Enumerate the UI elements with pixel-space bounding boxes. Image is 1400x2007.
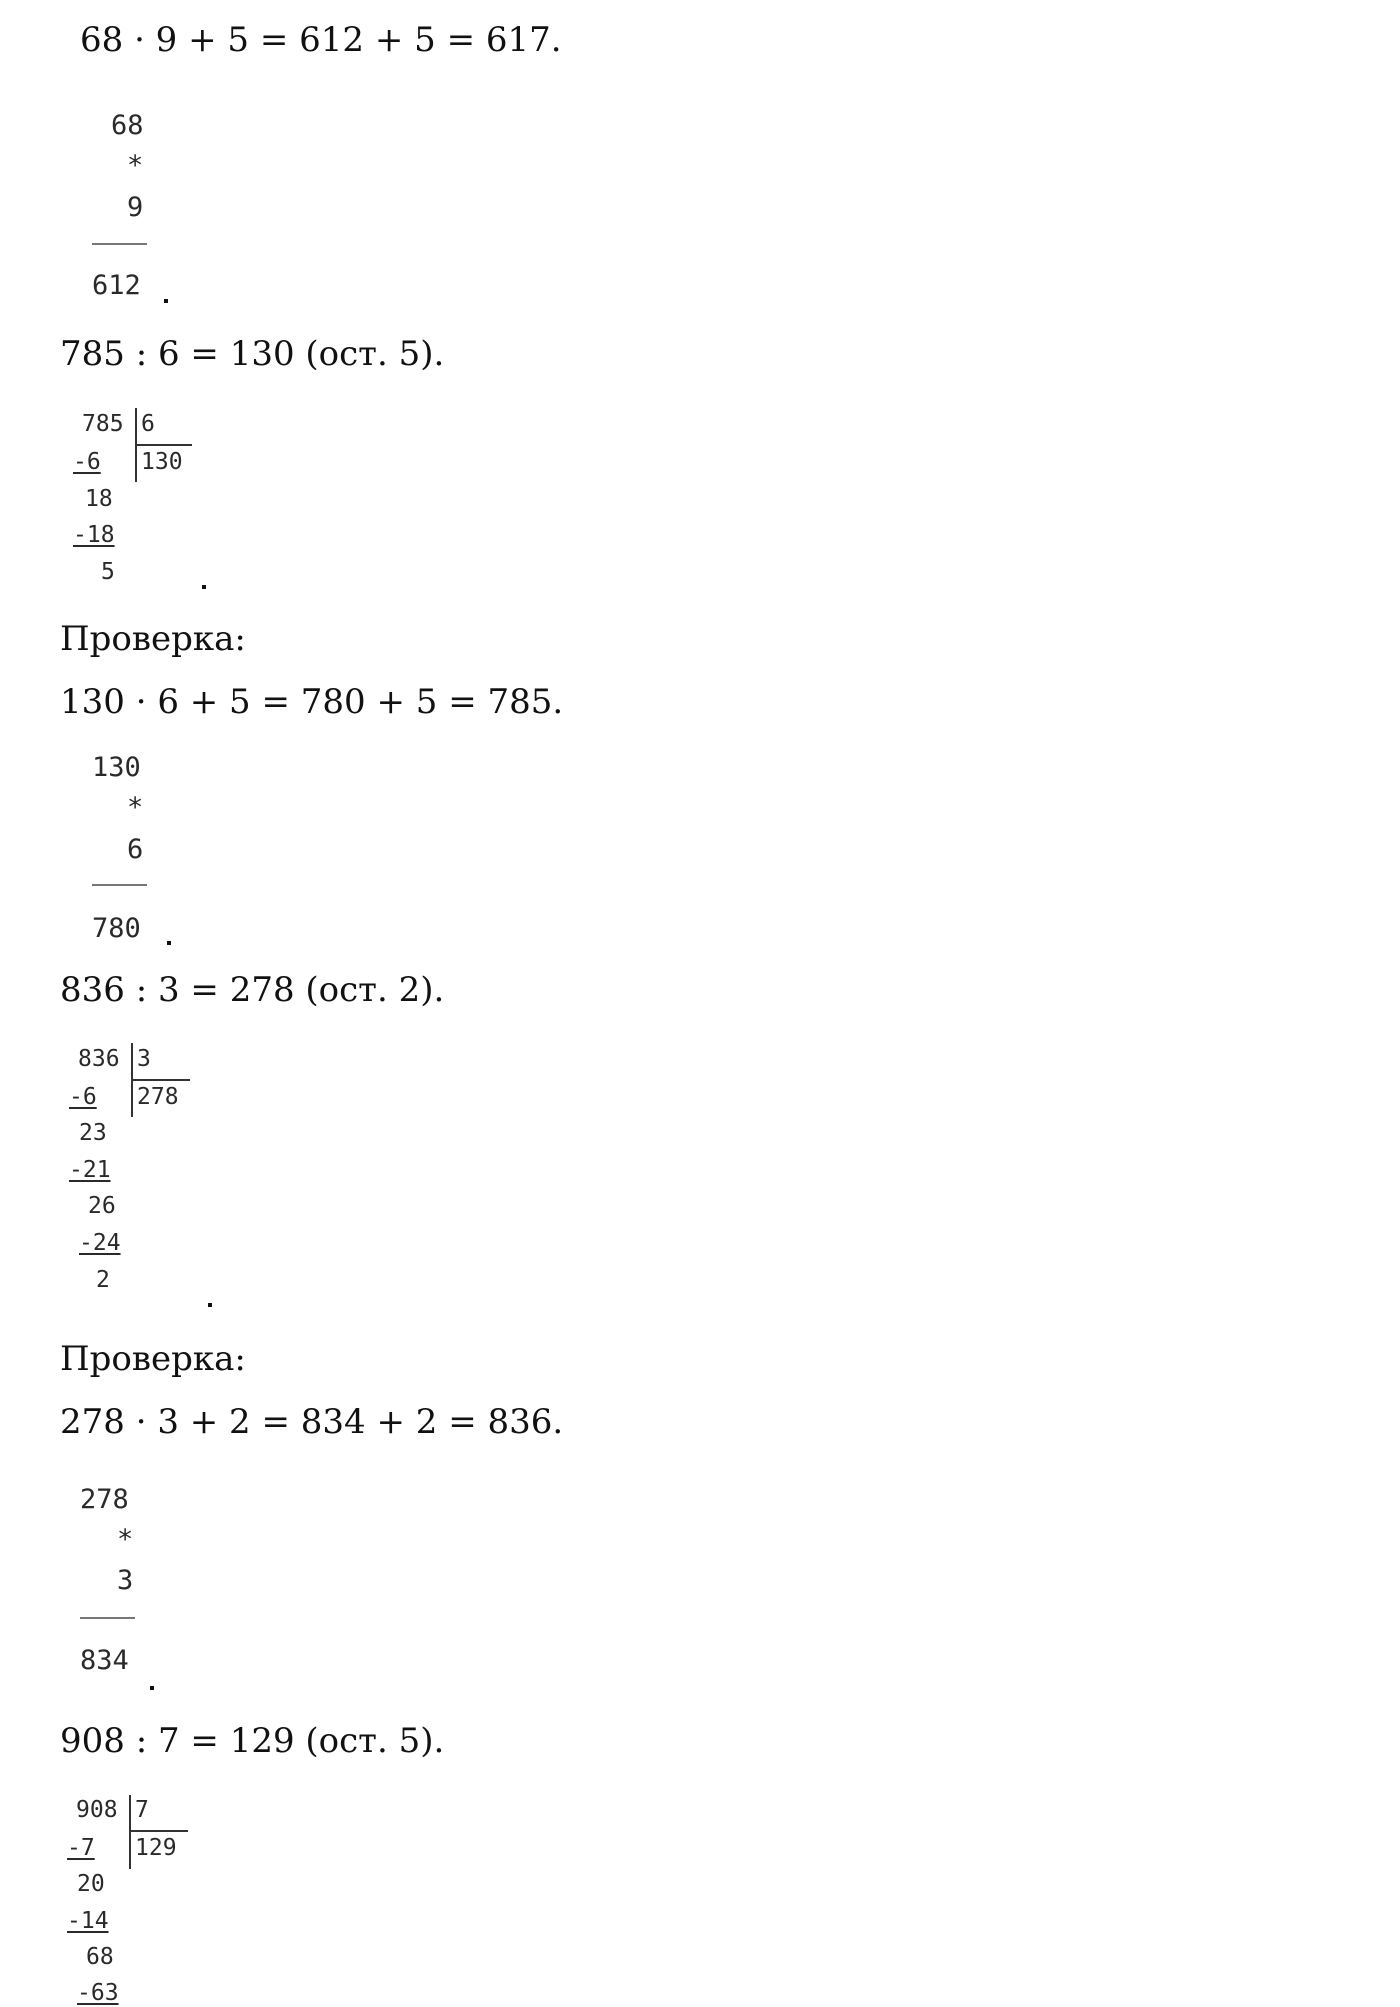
check-label: Проверка: xyxy=(60,1339,246,1379)
division-step: -18 xyxy=(73,522,115,548)
period-dot xyxy=(208,1303,212,1307)
period-dot xyxy=(167,941,171,945)
mult-bottom-operand: 9 xyxy=(127,192,144,223)
mult-result: 612 xyxy=(92,270,141,301)
mult-top-operand: 68 xyxy=(111,110,144,141)
division-step: -24 xyxy=(79,1230,121,1256)
equation-line: 68 · 9 + 5 = 612 + 5 = 617. xyxy=(80,20,562,60)
mult-result: 834 xyxy=(80,1645,129,1676)
division-dividend: 785 xyxy=(82,411,124,437)
equation-line: 836 : 3 = 278 (ост. 2). xyxy=(60,970,445,1010)
division-divisor: 7 xyxy=(135,1797,149,1823)
division-step: 23 xyxy=(79,1120,107,1146)
division-quotient: 130 xyxy=(141,449,183,475)
mult-bottom-operand: 3 xyxy=(117,1565,134,1596)
division-quotient: 129 xyxy=(135,1835,177,1861)
mult-top-operand: 130 xyxy=(92,752,141,783)
division-bracket-horizontal xyxy=(130,1830,188,1832)
mult-operator: * xyxy=(127,792,144,823)
check-equation: 278 · 3 + 2 = 834 + 2 = 836. xyxy=(60,1402,564,1442)
mult-top-operand: 278 xyxy=(80,1484,129,1515)
mult-bottom-operand: 6 xyxy=(127,834,144,865)
division-dividend: 836 xyxy=(78,1046,120,1072)
division-quotient: 278 xyxy=(137,1084,179,1110)
mult-result-line xyxy=(92,243,147,245)
division-bracket-vertical xyxy=(129,1795,131,1869)
equation-line: 785 : 6 = 130 (ост. 5). xyxy=(60,334,445,374)
division-remainder: 5 xyxy=(101,559,115,585)
mult-result: 780 xyxy=(92,913,141,944)
division-step: -6 xyxy=(73,449,101,475)
division-step: 26 xyxy=(88,1193,116,1219)
division-bracket-horizontal xyxy=(136,444,192,446)
division-step: -7 xyxy=(67,1835,95,1861)
mult-operator: * xyxy=(117,1524,134,1555)
mult-operator: * xyxy=(127,150,144,181)
check-label: Проверка: xyxy=(60,619,246,659)
division-divisor: 6 xyxy=(141,411,155,437)
division-step: 68 xyxy=(86,1944,114,1970)
division-step: 20 xyxy=(77,1871,105,1897)
division-bracket-horizontal xyxy=(132,1079,190,1081)
division-dividend: 908 xyxy=(76,1797,118,1823)
division-step: -21 xyxy=(69,1157,111,1183)
period-dot xyxy=(164,299,168,303)
division-step: -14 xyxy=(67,1908,109,1934)
period-dot xyxy=(150,1686,154,1690)
division-divisor: 3 xyxy=(137,1046,151,1072)
division-step: -6 xyxy=(69,1084,97,1110)
division-step: -63 xyxy=(77,1980,119,2006)
mult-result-line xyxy=(80,1617,135,1619)
mult-result-line xyxy=(92,884,147,886)
equation-line: 908 : 7 = 129 (ост. 5). xyxy=(60,1721,445,1761)
division-remainder: 2 xyxy=(96,1267,110,1293)
division-step: 18 xyxy=(85,486,113,512)
check-equation: 130 · 6 + 5 = 780 + 5 = 785. xyxy=(60,682,564,722)
period-dot xyxy=(202,585,206,589)
